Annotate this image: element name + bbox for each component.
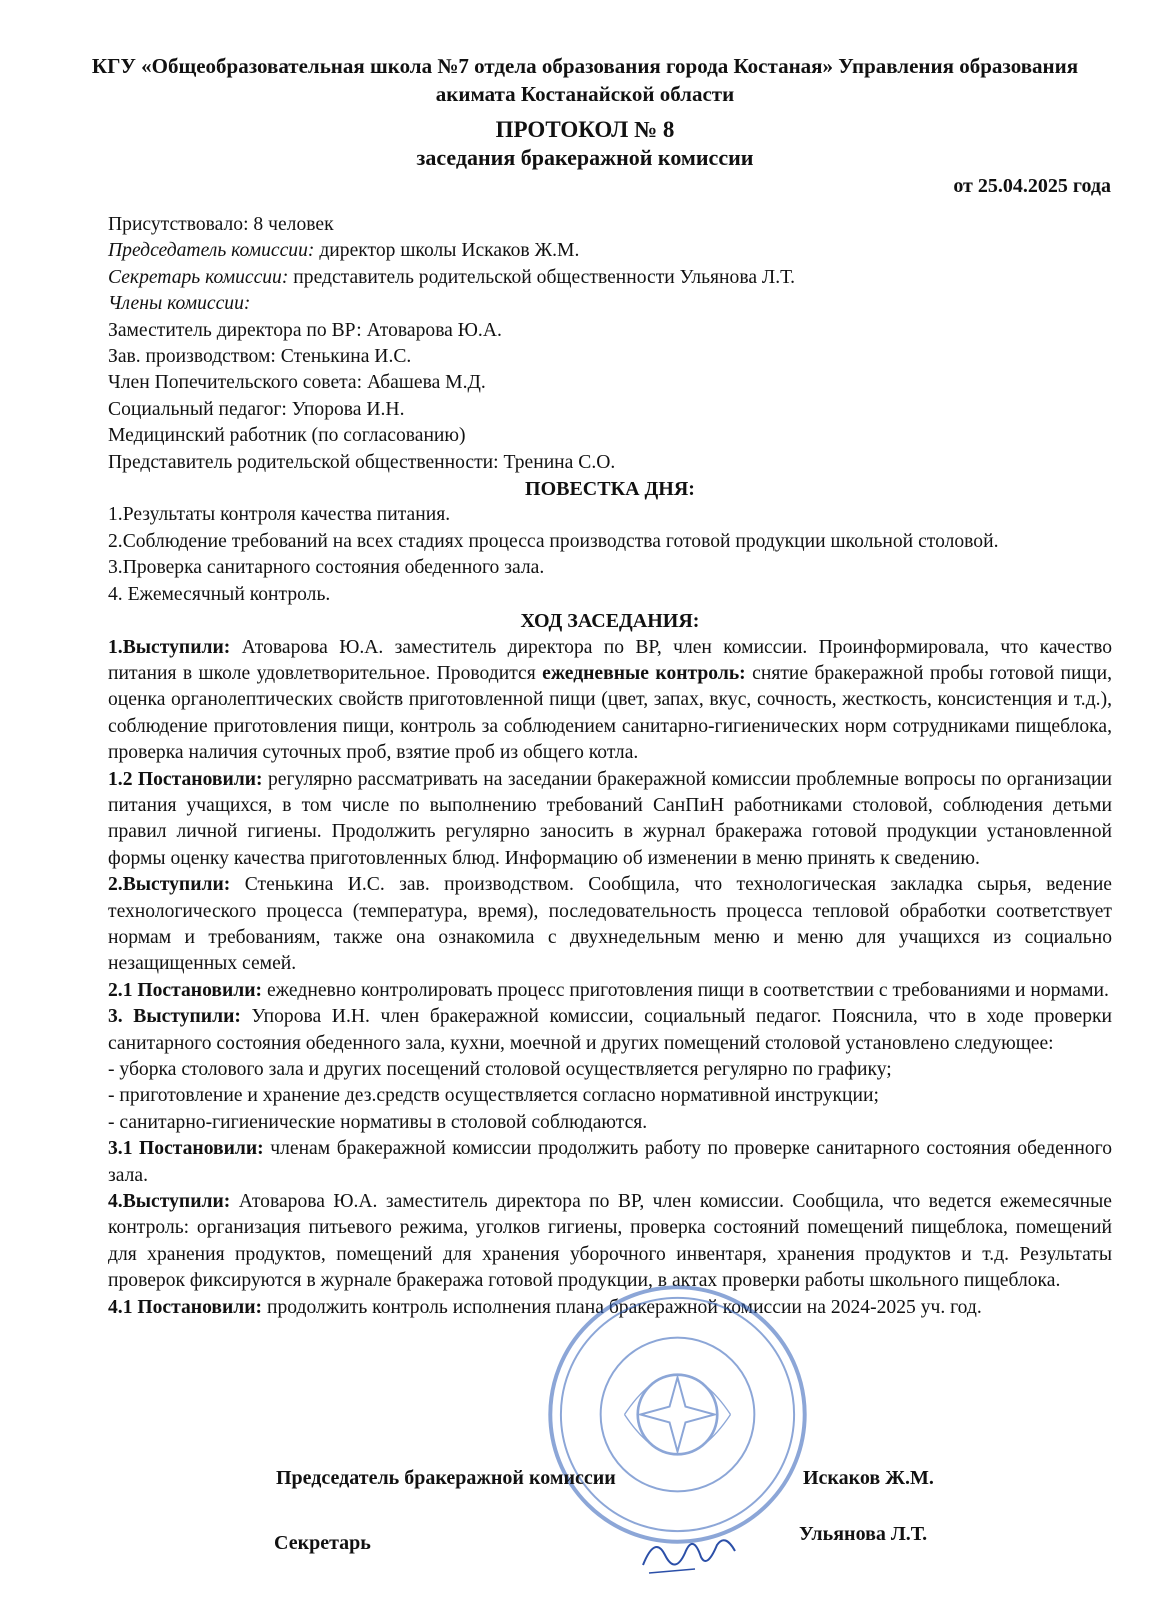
finding-item: - приготовление и хранение дез.средств осуществляется согласно нормативной инструкции; [108, 1085, 879, 1107]
official-stamp [545, 1282, 810, 1547]
attendance-count: Присутствовало: 8 человек [108, 214, 334, 235]
item-1-2-label: 1.2 Постановили: [108, 768, 263, 790]
finding-item: - уборка столового зала и других посещений столовой осуществляется регулярно по графику; [108, 1059, 892, 1080]
item-1-2-resolution [108, 767, 1112, 873]
item-2-1-text: ежедневно контролировать процесс приготовления пищи в соответствии с требованиями и нормами. [262, 979, 1109, 1001]
item-2-speech [108, 872, 1112, 978]
item-4-1-text: продолжить контроль исполнения плана бракеражной комиссии на 2024-2025 уч. год. [262, 1296, 982, 1318]
item-3-speech [108, 1004, 1112, 1057]
secretary-value: представитель родительской общественности Ульянова Л.Т. [288, 266, 796, 288]
item-2-1-resolution [108, 978, 1112, 1004]
document-date: от 25.04.2025 года [953, 175, 1111, 197]
members-label: Члены комиссии: [108, 293, 251, 315]
member-item: Член Попечительского совета: Абашева М.Д. [108, 372, 486, 394]
item-3-1-label: 3.1 Постановили: [108, 1138, 264, 1160]
agenda-item: 1.Результаты контроля качества питания. [108, 504, 451, 526]
item-1-speech [108, 635, 1112, 767]
item-4-label: 4.Выступили: [108, 1191, 231, 1213]
finding-item: - санитарно-гигиенические нормативы в столовой соблюдаются. [108, 1111, 648, 1133]
chair-value: директор школы Искаков Ж.М. [314, 240, 580, 262]
agenda-item: 4. Ежемесячный контроль. [108, 583, 331, 605]
chair-signature-role: Председатель бракеражной комиссии [276, 1467, 616, 1489]
chair-line [108, 238, 1112, 264]
member-item: Зав. производством: Стенькина И.С. [108, 346, 412, 368]
secretary-signature-name: Ульянова Л.Т. [799, 1523, 928, 1545]
agenda-item: 2.Соблюдение требований на всех стадиях процесса производства готовой продукции школьной столовой. [108, 530, 999, 552]
item-3-text: Упорова И.Н. член бракеражной комиссии, социальный педагог. Пояснила, что в ходе проверки санитарного состояния обеденного зала, кухни, моечной и других помещений столовой установлено следующее: [108, 1006, 1112, 1054]
agenda-heading: ПОВЕСТКА ДНЯ: [525, 478, 695, 501]
chair-signature-name: Искаков Ж.М. [803, 1467, 934, 1489]
item-3-1-text: членам бракеражной комиссии продолжить работу по проверке санитарного состояния обеденного зала. [108, 1138, 1112, 1186]
chair-label: Председатель комиссии: [108, 240, 315, 262]
secretary-handwritten-signature [635, 1525, 745, 1580]
member-item: Социальный педагог: Упорова И.Н. [108, 398, 405, 420]
secretary-line [108, 265, 1112, 291]
member-item: Заместитель директора по ВР: Атоварова Ю.А. [108, 319, 502, 341]
proceedings-heading: ХОД ЗАСЕДАНИЯ: [520, 610, 700, 633]
secretary-signature-role: Секретарь [274, 1532, 371, 1554]
item-4-1-label: 4.1 Постановили: [108, 1296, 263, 1318]
item-2-label: 2.Выступили: [108, 874, 231, 896]
item-2-1-label: 2.1 Постановили: [108, 979, 263, 1001]
item-1-text-a: Атоварова Ю.А. заместитель директора по ВР, член комиссии. Проинформировала, что качество питания в школе удовлетворительное. Проводится [108, 636, 1112, 684]
item-4-speech [108, 1189, 1112, 1295]
item-2-text: Стенькина И.С. зав. производством. Сообщила, что технологическая закладка сырья, ведение технологического процесса (температура, время), последовательность процесса тепловой обработки соответствует нормам и требованиям, также она ознакомила с двухнедельным меню и меню для учащихся из социально незащищенных семей. [108, 874, 1112, 975]
item-4-text: Атоварова Ю.А. заместитель директора по ВР, член комиссии. Сообщила, что ведется ежемесячные контроль: организация питьевого режима, уголков гигиены, проверка состояний помещений пищеблока, помещений для хранения продуктов, помещений для хранения уборочного инвентаря, хранения продуктов и т.д. Результаты проверок фиксируются в журнале бракеража готовой продукции, в актах проверки работы школьного пищеблока. [108, 1191, 1112, 1292]
item-3-label: 3. Выступили: [108, 1006, 241, 1028]
item-1-text-b: снятие бракеражной пробы готовой пищи, оценка органолептических свойств приготовленной пищи (цвет, запах, вкус, сочность, жесткость, консистенция и т.д.), соблюдение приготовления пищи, контроль за соблюдением санитарно-гигиенических норм сотрудниками пищеблока, проверка наличия суточных проб, взятие проб из общего котла. [108, 662, 1112, 764]
document-title: ПРОТОКОЛ № 8 [495, 117, 675, 142]
item-1-bold: ежедневные контроль: [542, 662, 746, 684]
organization-name: КГУ «Общеобразовательная школа №7 отдела образования города Костаная» Управления образования акимата Костанайской области [91, 54, 1079, 106]
agenda-item: 3.Проверка санитарного состояния обеденного зала. [108, 557, 545, 579]
item-3-1-resolution [108, 1136, 1112, 1189]
item-1-label: 1.Выступили: [108, 636, 231, 658]
item-1-2-text: регулярно рассматривать на заседании бракеражной комиссии проблемные вопросы по организации питания учащихся, в том числе по выполнению требований СанПиН работниками столовой, соблюдения детьми правил личной гигиены. Продолжить регулярно заносить в журнал бракеража готовой продукции установленной формы оценку качества приготовленных блюд. Информацию об изменении в меню принять к сведению. [108, 768, 1112, 869]
member-item: Представитель родительской общественности: Тренина С.О. [108, 451, 616, 473]
member-item: Медицинский работник (по согласованию) [108, 425, 466, 447]
document-body [108, 212, 1112, 1321]
secretary-label: Секретарь комиссии: [108, 266, 289, 288]
document-subtitle: заседания бракеражной комиссии [416, 145, 754, 170]
